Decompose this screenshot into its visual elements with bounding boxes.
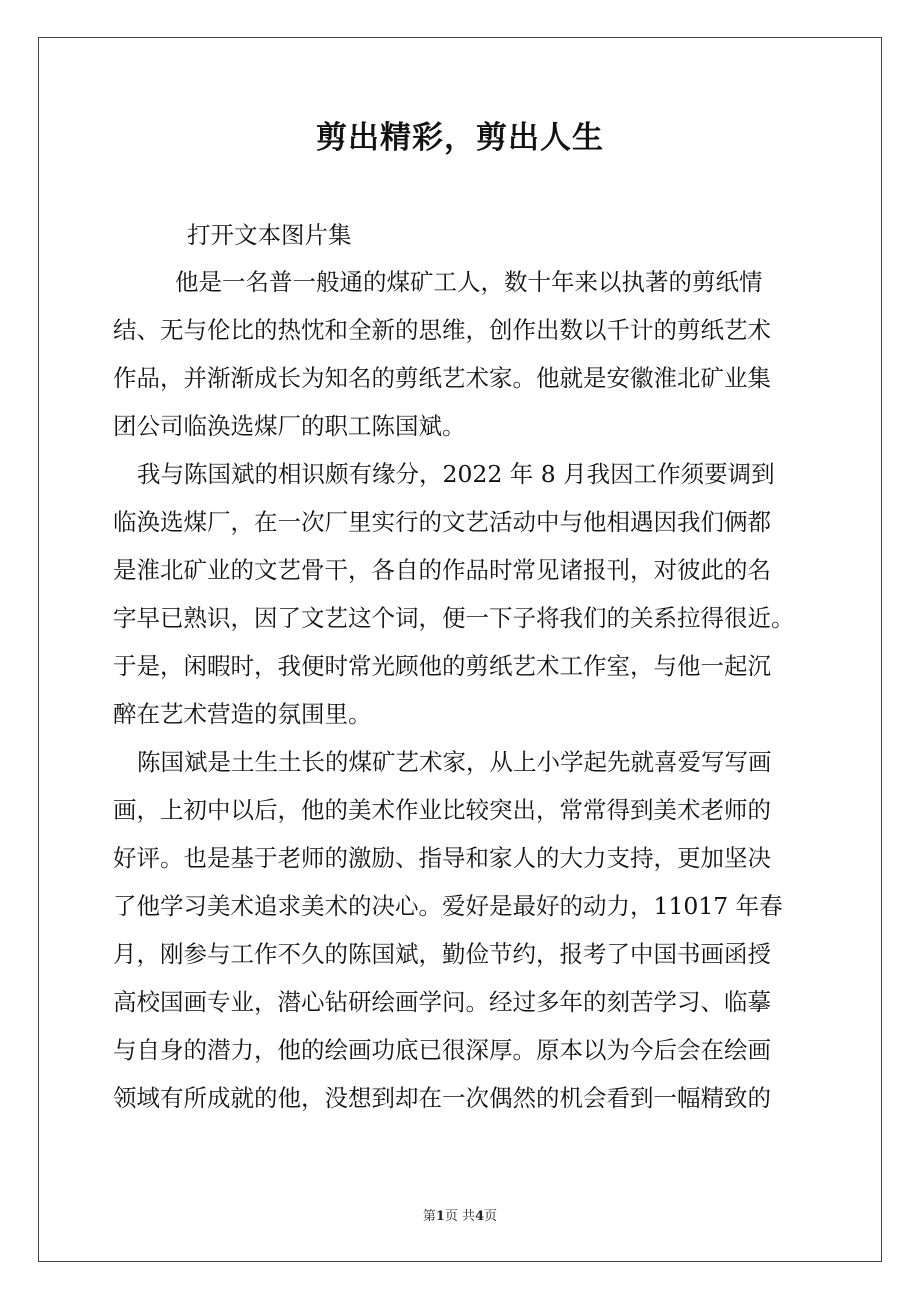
page-suffix: 页 — [484, 1209, 498, 1224]
document-title: 剪出精彩，剪出人生 — [316, 120, 604, 156]
text-line-2: 他是一名普一般通的煤矿工人，数十年来以执著的剪纸情 — [175, 268, 763, 296]
page-border — [38, 37, 882, 1262]
text-line-9: 字早已熟识，因了文艺这个词，便一下子将我们的关系拉得很近。 — [113, 604, 795, 632]
text-line-11: 醉在艺术营造的氛围里。 — [113, 700, 372, 728]
page-prefix: 第 — [422, 1209, 436, 1224]
text-line-6: 我与陈国斌的相识颇有缘分，2022 年 8 月我因工作须要调到 — [137, 460, 775, 488]
text-line-8: 是淮北矿业的文艺骨干，各自的作品时常见诸报刊，对彼此的名 — [113, 556, 771, 584]
text-line-17: 高校国画专业，潜心钻研绘画学问。经过多年的刻苦学习、临摹 — [113, 988, 771, 1016]
page-current: 1 — [435, 1209, 445, 1224]
text-line-14: 好评。也是基于老师的激励、指导和家人的大力支持，更加坚决 — [113, 844, 771, 872]
text-line-18: 与自身的潜力，他的绘画功底已很深厚。原本以为今后会在绘画 — [113, 1036, 771, 1064]
text-line-10: 于是，闲暇时，我便时常光顾他的剪纸艺术工作室，与他一起沉 — [113, 652, 771, 680]
text-line-13: 画，上初中以后，他的美术作业比较突出，常常得到美术老师的 — [113, 796, 771, 824]
text-line-1: 打开文本图片集 — [187, 221, 352, 249]
text-line-5: 团公司临涣选煤厂的职工陈国斌。 — [113, 412, 466, 440]
text-line-7: 临涣选煤厂，在一次厂里实行的文艺活动中与他相遇因我们俩都 — [113, 508, 771, 536]
page-total: 4 — [475, 1209, 485, 1224]
text-line-4: 作品，并渐渐成长为知名的剪纸艺术家。他就是安徽淮北矿业集 — [113, 364, 771, 392]
text-line-3: 结、无与伦比的热忱和全新的思维，创作出数以千计的剪纸艺术 — [113, 316, 771, 344]
page-mid: 页 共 — [444, 1209, 476, 1224]
text-line-16: 月，刚参与工作不久的陈国斌，勤俭节约，报考了中国书画函授 — [113, 940, 771, 968]
text-line-19: 领域有所成就的他，没想到却在一次偶然的机会看到一幅精致的 — [113, 1084, 771, 1112]
text-line-12: 陈国斌是土生土长的煤矿艺术家，从上小学起先就喜爱写写画 — [137, 748, 772, 776]
text-line-15: 了他学习美术追求美术的决心。爱好是最好的动力，11017 年春 — [113, 892, 783, 920]
page-footer — [0, 1205, 920, 1224]
